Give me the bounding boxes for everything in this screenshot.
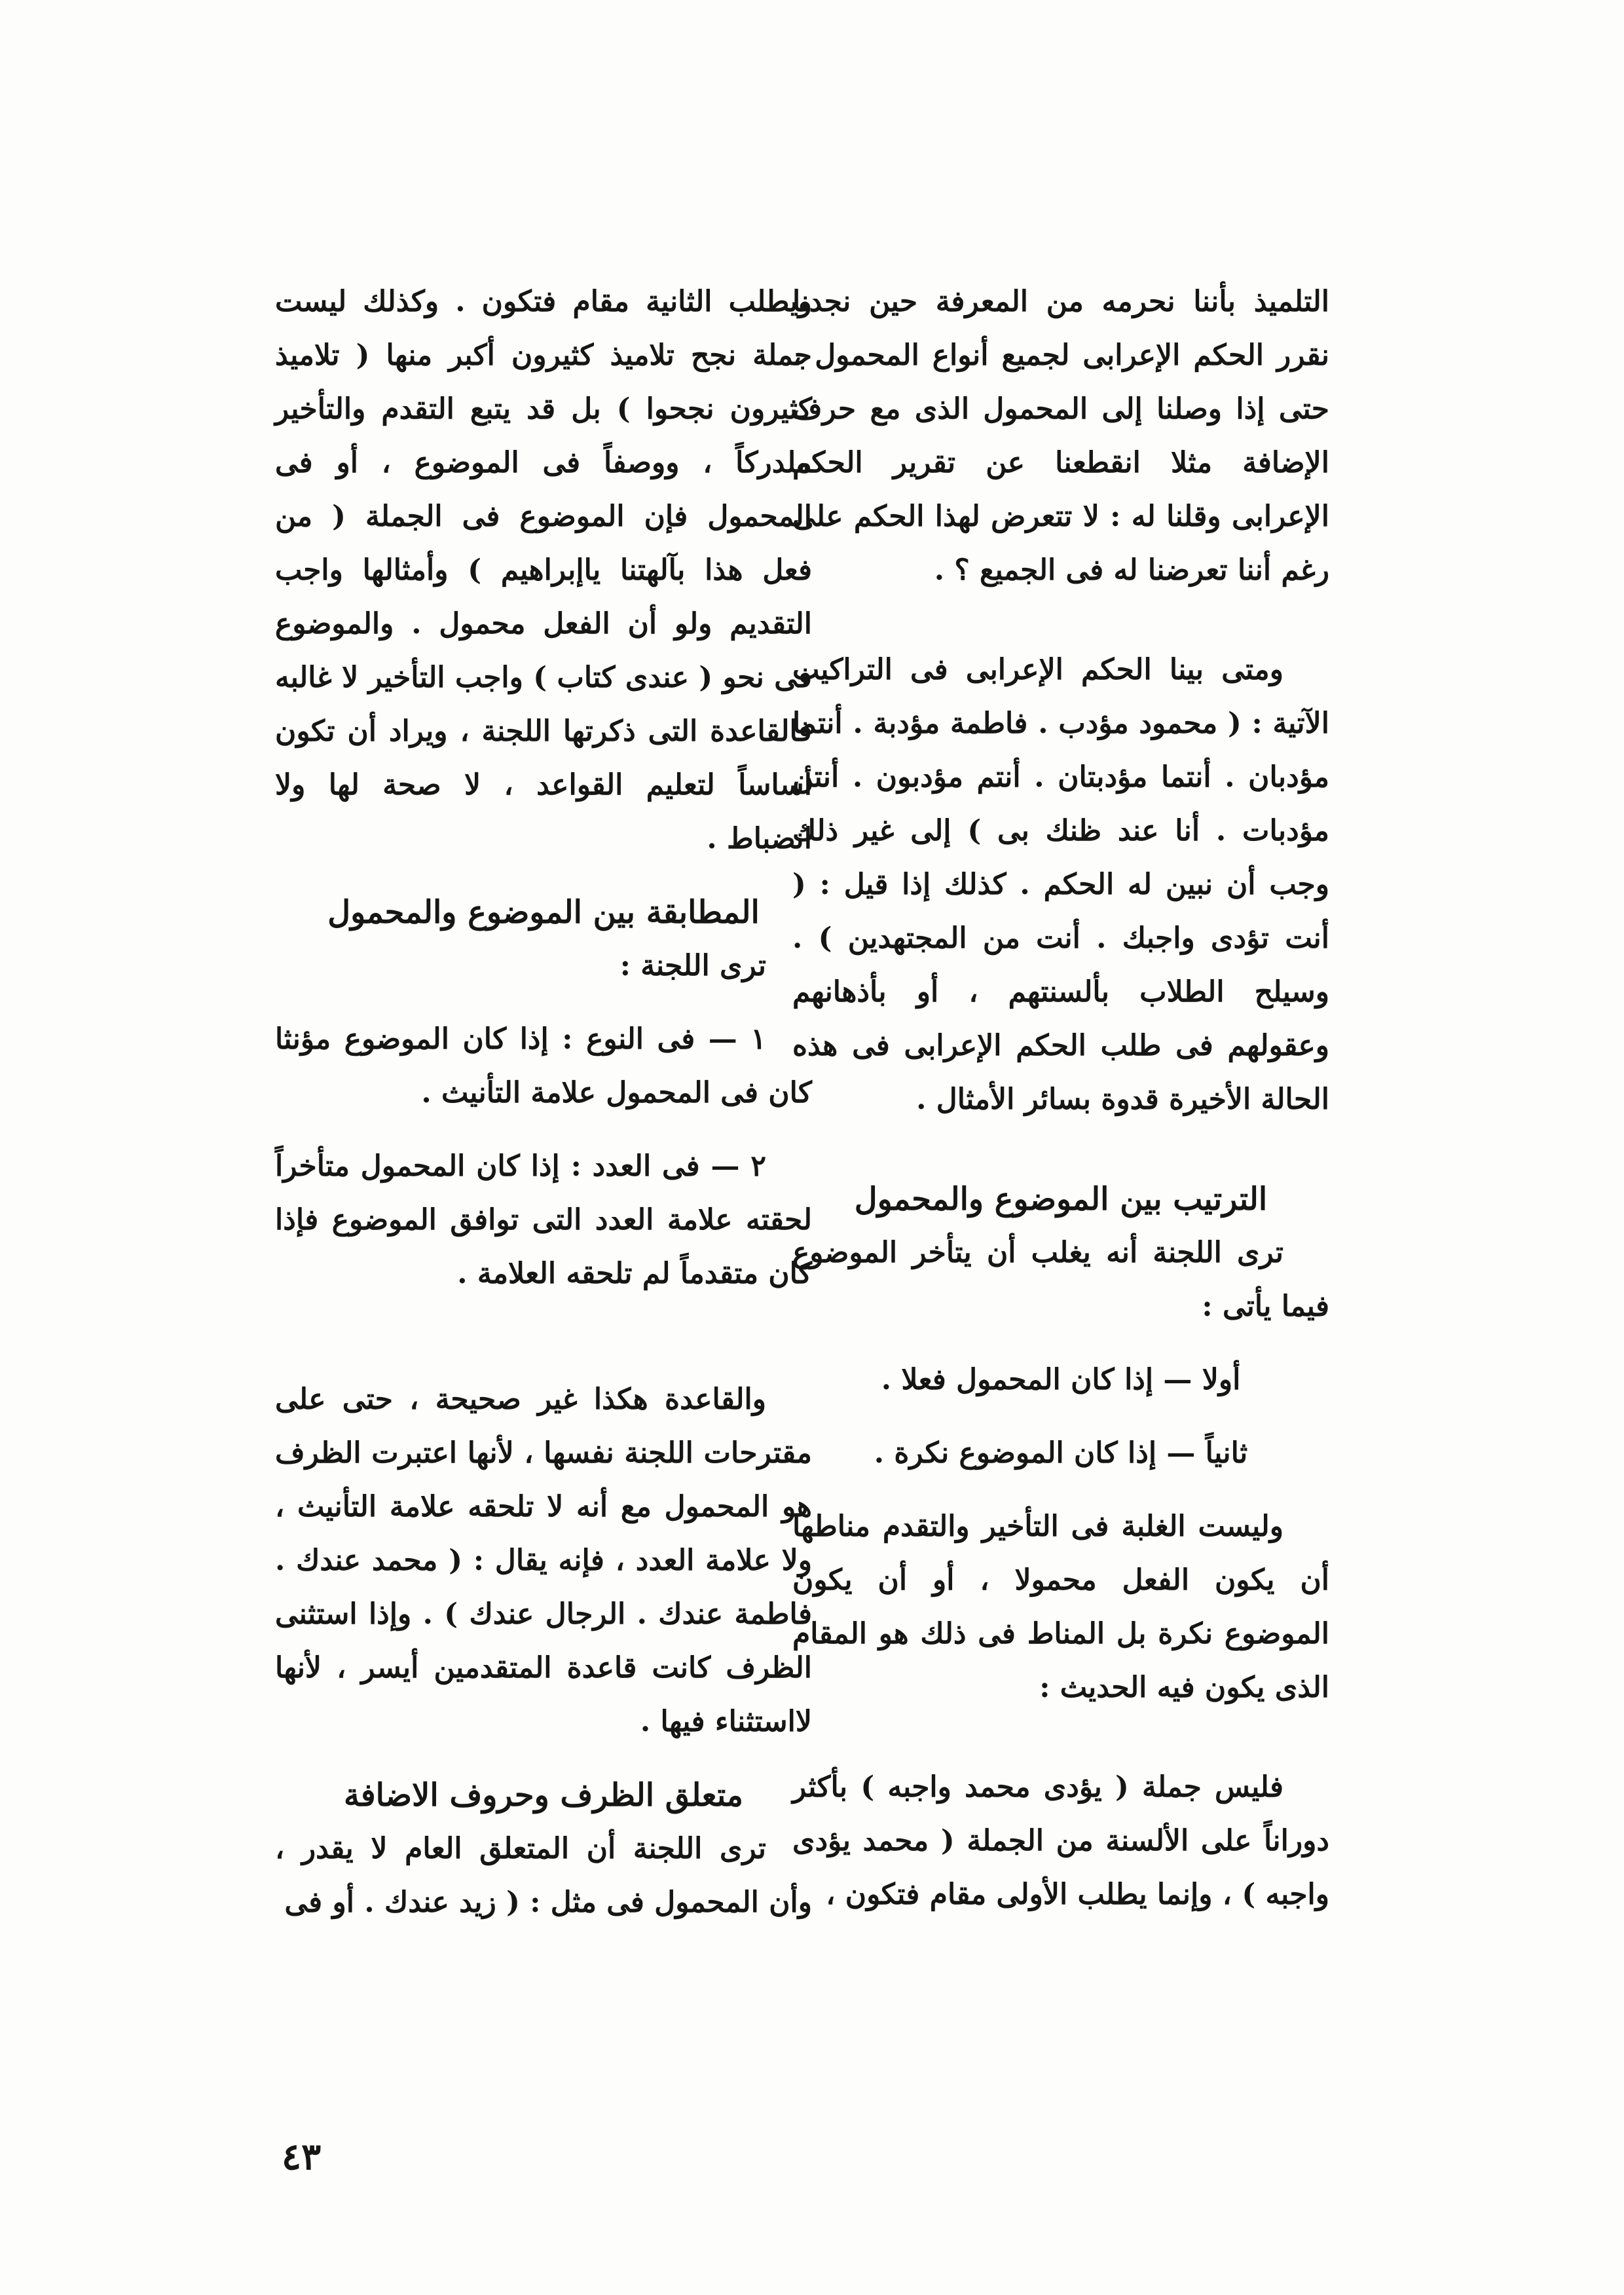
spacer [275, 1749, 812, 1768]
spacer [275, 1120, 812, 1140]
spacer [792, 1715, 1329, 1761]
paragraph: ترى اللجنة أن المتعلق العام لا يقدر ، وأن المحمول فى مثل : ( زيد عندك . أو فى [275, 1832, 812, 1919]
spacer [792, 1407, 1329, 1427]
spacer [275, 866, 812, 886]
paragraph: والقاعدة هكذا غير صحيحة ، حتى على مقترحات اللجنة نفسها ، لأنها اعتبرت الظرف هو المحمول مع أنه لا تلحقه علامة التأنيث ، ولا علامة العدد ، فإنه يقال : ( محمد عندك . فاطمة عندك . الرجال عندك ) . وإذا استثنى الظرف كانت قاعدة المتقدمين أيسر ، لأنها لااستثناء فيها . [275, 1383, 812, 1738]
page-number: ٤٣ [282, 2135, 322, 2178]
list-item: أولا — إذا كان المحمول فعلا . [881, 1363, 1241, 1396]
spacer [792, 1127, 1329, 1172]
paragraph: ترى اللجنة : [619, 949, 766, 982]
paragraph: ١ — فى النوع : إذا كان الموضوع مؤنثا كان فى المحمول علامة التأنيث . [275, 1022, 812, 1110]
spacer [792, 597, 1329, 643]
paragraph: وليست الغلبة فى التأخير والتقدم مناطها أن يكون الفعل محمولا ، أو أن يكون الموضوع نكرة بل المناط فى ذلك هو المقام الذى يكون فيه الحديث : [792, 1510, 1329, 1704]
paragraph: ٢ — فى العدد : إذا كان المحمول متأخراً لحقته علامة العدد التى توافق الموضوع فإذا كان متقدماً لم تلحقه العلامة . [275, 1149, 812, 1290]
spacer [275, 993, 812, 1013]
section-heading: الترتيب بين الموضوع والمحمول [854, 1181, 1268, 1218]
spacer [792, 1480, 1329, 1500]
section-heading: متعلق الظرف وحروف الاضافة [343, 1777, 744, 1814]
paragraph: فليس جملة ( يؤدى محمد واجبه ) بأكثر دوراناً على الألسنة من الجملة ( محمد يؤدى واجبه ) ، وإنما يطلب الأولى مقام فتكون ، [792, 1770, 1329, 1911]
left-column [275, 275, 812, 1930]
right-column [792, 275, 1329, 1922]
paragraph: ويطلب الثانية مقام فتكون . وكذلك ليست جملة نجح تلاميذ كثيرون أكبر منها ( تلاميذ كثيرون نجحوا ) بل قد يتبع التقدم والتأخير ملدركاً ، ووصفاً فى الموضوع ، أو فى المحمول فإن الموضوع فى الجملة ( من فعل هذا بآلهتنا ياإبراهيم ) وأمثالها واجب التقديم ولو أن الفعل محمول . والموضوع فى نحو ( عندى كتاب ) واجب التأخير لا غالبه فالقاعدة التى ذكرتها اللجنة ، ويراد أن تكون أساساً لتعليم القواعد ، لا صحة لها ولا انضباط . [275, 285, 812, 855]
paragraph: ومتى بينا الحكم الإعرابى فى التراكيب الآتية : ( محمود مؤدب . فاطمة مؤدبة . أنتما مؤدبان . أنتما مؤدبتان . أنتم مؤدبون . أنتن مؤدبات . أنا عند ظنك بى ) إلى غير ذلك وجب أن نبين له الحكم . كذلك إذا قيل : ( أنت تؤدى واجبك . أنت من المجتهدين ) . وسيلح الطلاب بألسنتهم ، أو بأذهانهم وعقولهم فى طلب الحكم الإعرابى فى هذه الحالة الأخيرة قدوة بسائر الأمثال . [792, 653, 1329, 1116]
list-item: ثانياً — إذا كان الموضوع نكرة . [874, 1436, 1248, 1470]
spacer [792, 1334, 1329, 1353]
section-heading: المطابقة بين الموضوع والمحمول [327, 894, 760, 931]
paragraph: ترى اللجنة أنه يغلب أن يتأخر الموضوع فيما يأتى : [792, 1236, 1329, 1323]
paragraph: التلميذ بأننا نحرمه من المعرفة حين نجدنا نقرر الحكم الإعرابى لجميع أنواع المحمول ، حتى إذا وصلنا إلى المحمول الذى مع حرف الإضافة مثلا انقطعنا عن تقرير الحكم الإعرابى وقلنا له : لا تتعرض لهذا الحكم على رغم أننا تعرضنا له فى الجميع ؟ . [792, 285, 1329, 587]
spacer [275, 1301, 812, 1373]
